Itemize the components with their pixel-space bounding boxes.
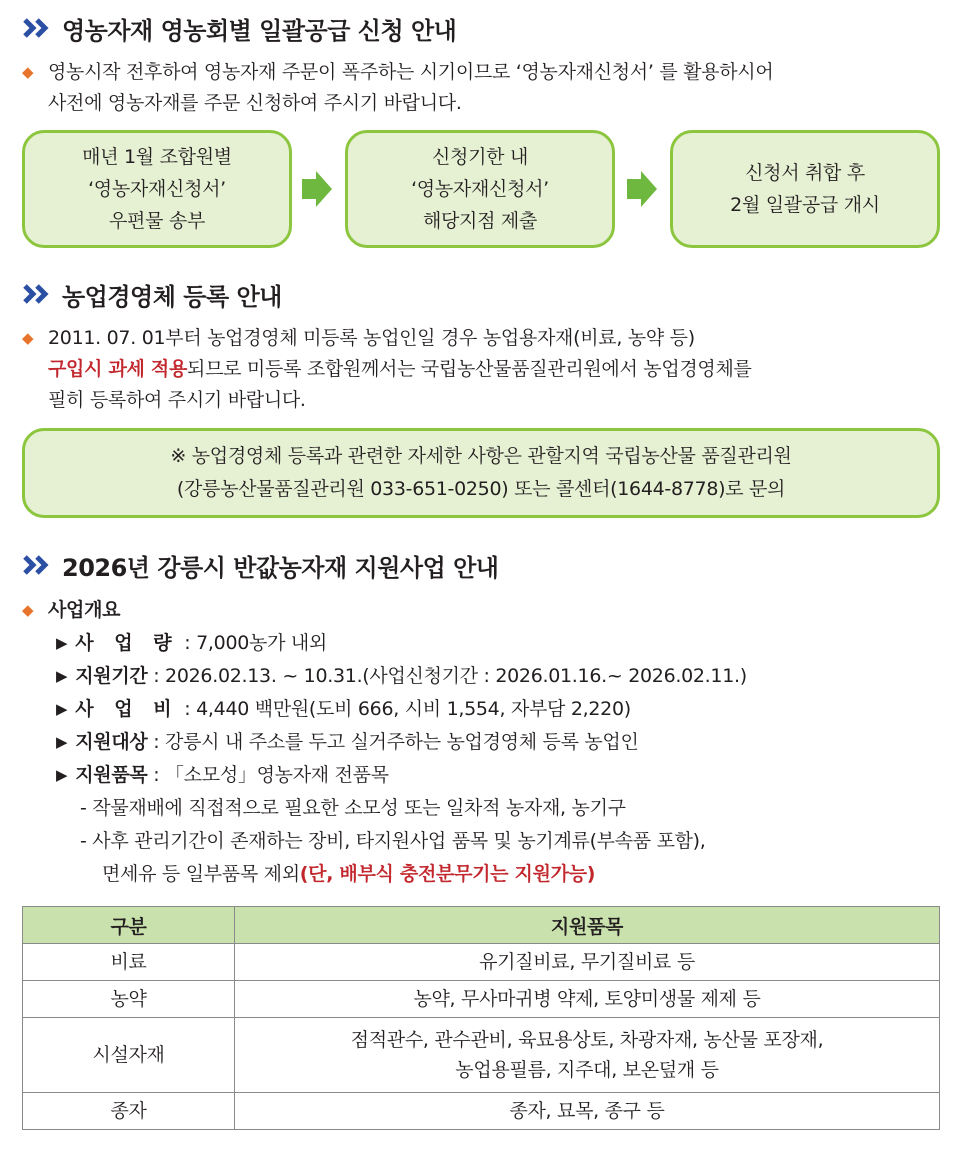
table-row	[23, 981, 940, 1018]
table-cell-items: 종자, 묘목, 종구 등	[235, 1093, 940, 1130]
arrow-right-icon	[625, 170, 659, 208]
flow-step-3	[670, 130, 940, 248]
overview-label: 지원대상	[75, 731, 148, 753]
overview-value: : 7,000농가 내외	[178, 632, 327, 654]
flow-step-1-line: ‘영농자재신청서’	[88, 178, 226, 200]
double-chevron-icon	[22, 17, 52, 39]
triangle-bullet-icon: ▶	[56, 766, 68, 784]
overview-value: : 「소모성」영농자재 전품목	[147, 764, 389, 786]
section-title-supply	[22, 10, 456, 46]
table-header-items: 지원품목	[235, 907, 940, 944]
flow-step-3-line: 2월 일괄공급 개시	[730, 194, 880, 216]
supply-notice	[22, 57, 773, 119]
supply-notice-line1: 영농시작 전후하여 영농자재 주문이 폭주하는 시기이므로 ‘영농자재신청서’ 를 활용하시어	[48, 61, 774, 83]
registration-line2: 되므로 미등록 조합원께서는 국립농산물품질관리원에서 농업경영체를	[187, 358, 752, 380]
table-cell-category: 비료	[23, 944, 235, 981]
flow-step-2-line: 신청기한 내	[431, 146, 528, 168]
section-title-registration	[22, 276, 282, 312]
overview-row-budget	[22, 693, 747, 726]
item-detail-line1: - 작물재배에 직접적으로 필요한 소모성 또는 일차적 농자재, 농기구	[80, 797, 626, 819]
table-header-category: 구분	[23, 907, 235, 944]
flow-step-1	[22, 130, 292, 248]
diamond-icon: ◆	[22, 601, 34, 619]
contact-note-line1: ※ 농업경영체 등록과 관련한 자세한 사항은 관할지역 국립농산물 품질관리원	[170, 445, 792, 467]
overview-value: : 강릉시 내 주소를 두고 실거주하는 농업경영체 등록 농업인	[147, 731, 639, 753]
flow-step-2-line: 해당지점 제출	[422, 210, 538, 232]
flow-step-2-line: ‘영농자재신청서’	[411, 178, 549, 200]
triangle-bullet-icon: ▶	[56, 733, 68, 751]
triangle-bullet-icon: ▶	[56, 667, 68, 685]
triangle-bullet-icon: ▶	[56, 634, 68, 652]
registration-line3: 필히 등록하여 주시기 바랍니다.	[48, 389, 306, 411]
registration-notice	[22, 323, 752, 416]
overview-value: : 2026.02.13. ~ 10.31.(사업신청기간 : 2026.01.16.~ 2026.02.11.)	[147, 665, 747, 687]
contact-note-line2: (강릉농산물품질관리원 033-651-0250) 또는 콜센터(1644-8778)로 문의	[176, 478, 786, 500]
table-cell-items: 유기질비료, 무기질비료 등	[235, 944, 940, 981]
tax-warning: 구입시 과세 적용	[48, 358, 188, 380]
section-title-subsidy	[22, 547, 498, 583]
overview-label: 사 업 량	[75, 632, 179, 654]
table-cell-items: 농약, 무사마귀병 약제, 토양미생물 제제 등	[235, 981, 940, 1018]
item-detail-line3: 면세유 등 일부품목 제외	[102, 863, 300, 885]
table-row	[23, 1018, 940, 1093]
overview-label: 지원기간	[75, 665, 148, 687]
table-row	[23, 1093, 940, 1130]
section-title-text: 영농자재 영농회별 일괄공급 신청 안내	[62, 16, 457, 45]
table-cell-category: 농약	[23, 981, 235, 1018]
flow-step-1-line: 우편물 송부	[108, 210, 205, 232]
item-detail-line2: - 사후 관리기간이 존재하는 장비, 타지원사업 품목 및 농기계류(부속품 포함),	[80, 830, 706, 852]
table-cell-items-line: 농업용필름, 지주대, 보온덮개 등	[455, 1059, 719, 1081]
table-cell-items	[235, 1018, 940, 1093]
overview-row-target	[22, 726, 747, 759]
table-cell-category: 종자	[23, 1093, 235, 1130]
table-cell-items-line: 점적관수, 관수관비, 육묘용상토, 차광자재, 농산물 포장재,	[350, 1029, 824, 1051]
support-items-table	[22, 906, 940, 1130]
contact-note-box	[22, 428, 940, 518]
overview-row-volume	[22, 627, 747, 660]
diamond-icon: ◆	[22, 63, 34, 81]
registration-line1: 2011. 07. 01부터 농업경영체 미등록 농업인일 경우 농업용자재(비료, 농약 등)	[48, 327, 695, 349]
flow-step-3-line: 신청서 취합 후	[745, 162, 865, 184]
double-chevron-icon	[22, 283, 52, 305]
overview-label: 사 업 비	[75, 698, 179, 720]
arrow-right-icon	[300, 170, 334, 208]
diamond-icon: ◆	[22, 329, 34, 347]
section-title-text: 2026년 강릉시 반값농자재 지원사업 안내	[62, 553, 499, 582]
overview-row-items	[22, 759, 747, 792]
item-exception-note: (단, 배부식 충전분무기는 지원가능)	[299, 863, 596, 885]
supply-notice-line2: 사전에 영농자재를 주문 신청하여 주시기 바랍니다.	[48, 92, 462, 114]
overview-row-period	[22, 660, 747, 693]
double-chevron-icon	[22, 554, 52, 576]
table-header-row	[23, 907, 940, 944]
section-title-text: 농업경영체 등록 안내	[62, 282, 282, 311]
overview-label: 지원품목	[75, 764, 148, 786]
flow-step-2	[345, 130, 615, 248]
table-row	[23, 944, 940, 981]
table-cell-category: 시설자재	[23, 1018, 235, 1093]
overview-value: : 4,440 백만원(도비 666, 시비 1,554, 자부담 2,220)	[178, 698, 631, 720]
flow-step-1-line: 매년 1월 조합원별	[82, 146, 232, 168]
overview-heading: 사업개요	[48, 599, 121, 621]
subsidy-overview	[22, 594, 747, 891]
triangle-bullet-icon: ▶	[56, 700, 68, 718]
